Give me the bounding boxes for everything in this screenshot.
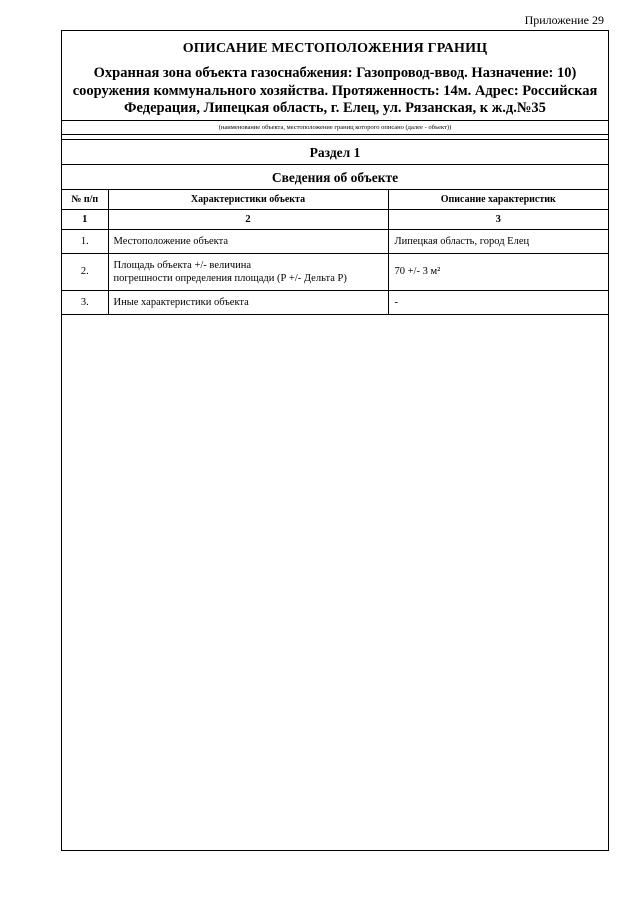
table-row: [62, 290, 608, 314]
object-info-table: [62, 189, 608, 315]
table-row: [62, 253, 608, 290]
section-title: Раздел 1: [62, 139, 608, 164]
object-name: [62, 57, 608, 118]
table-row: [62, 229, 608, 253]
row-description: Липецкая область, город Елец: [388, 229, 608, 253]
row-description: -: [388, 290, 608, 314]
document-heading: ОПИСАНИЕ МЕСТОПОЛОЖЕНИЯ ГРАНИЦ: [182, 41, 488, 56]
row-number: 2.: [62, 253, 108, 290]
header-characteristic: Характеристики объекта: [108, 189, 388, 209]
column-number: 1: [62, 209, 108, 229]
table-column-numbers: [62, 209, 608, 229]
object-name-line: Охранная зона объекта газоснабжения: Газопровод-ввод. Назначение: 10): [93, 65, 577, 81]
header-number: № п/п: [62, 189, 108, 209]
row-characteristic-line: погрешности определения площади (Р +/- Дельта Р): [113, 272, 347, 284]
column-number: 2: [108, 209, 388, 229]
column-number: 3: [388, 209, 608, 229]
row-characteristic: Местоположение объекта: [108, 229, 388, 253]
header-description: Описание характеристик: [388, 189, 608, 209]
row-characteristic: Иные характеристики объекта: [108, 290, 388, 314]
row-description: 70 +/- 3 м²: [388, 253, 608, 290]
section-subtitle: Сведения об объекте: [62, 164, 608, 189]
row-characteristic-line: Площадь объекта +/- величина: [113, 259, 252, 271]
table-header-row: [62, 189, 608, 209]
row-number: 1.: [62, 229, 108, 253]
row-number: 3.: [62, 290, 108, 314]
object-name-line: сооружения коммунального хозяйства. Протяженность: 14м. Адрес: Российская: [72, 82, 598, 99]
row-characteristic: [108, 253, 388, 290]
document-frame: [61, 30, 609, 851]
object-caption: (наименование объекта, местоположение границ которого описано (далее - объект)): [62, 120, 608, 134]
object-name-line: Федерация, Липецкая область, г. Елец, ул. Рязанская, к ж.д.№35: [124, 100, 546, 116]
appendix-label: Приложение 29: [524, 13, 604, 27]
